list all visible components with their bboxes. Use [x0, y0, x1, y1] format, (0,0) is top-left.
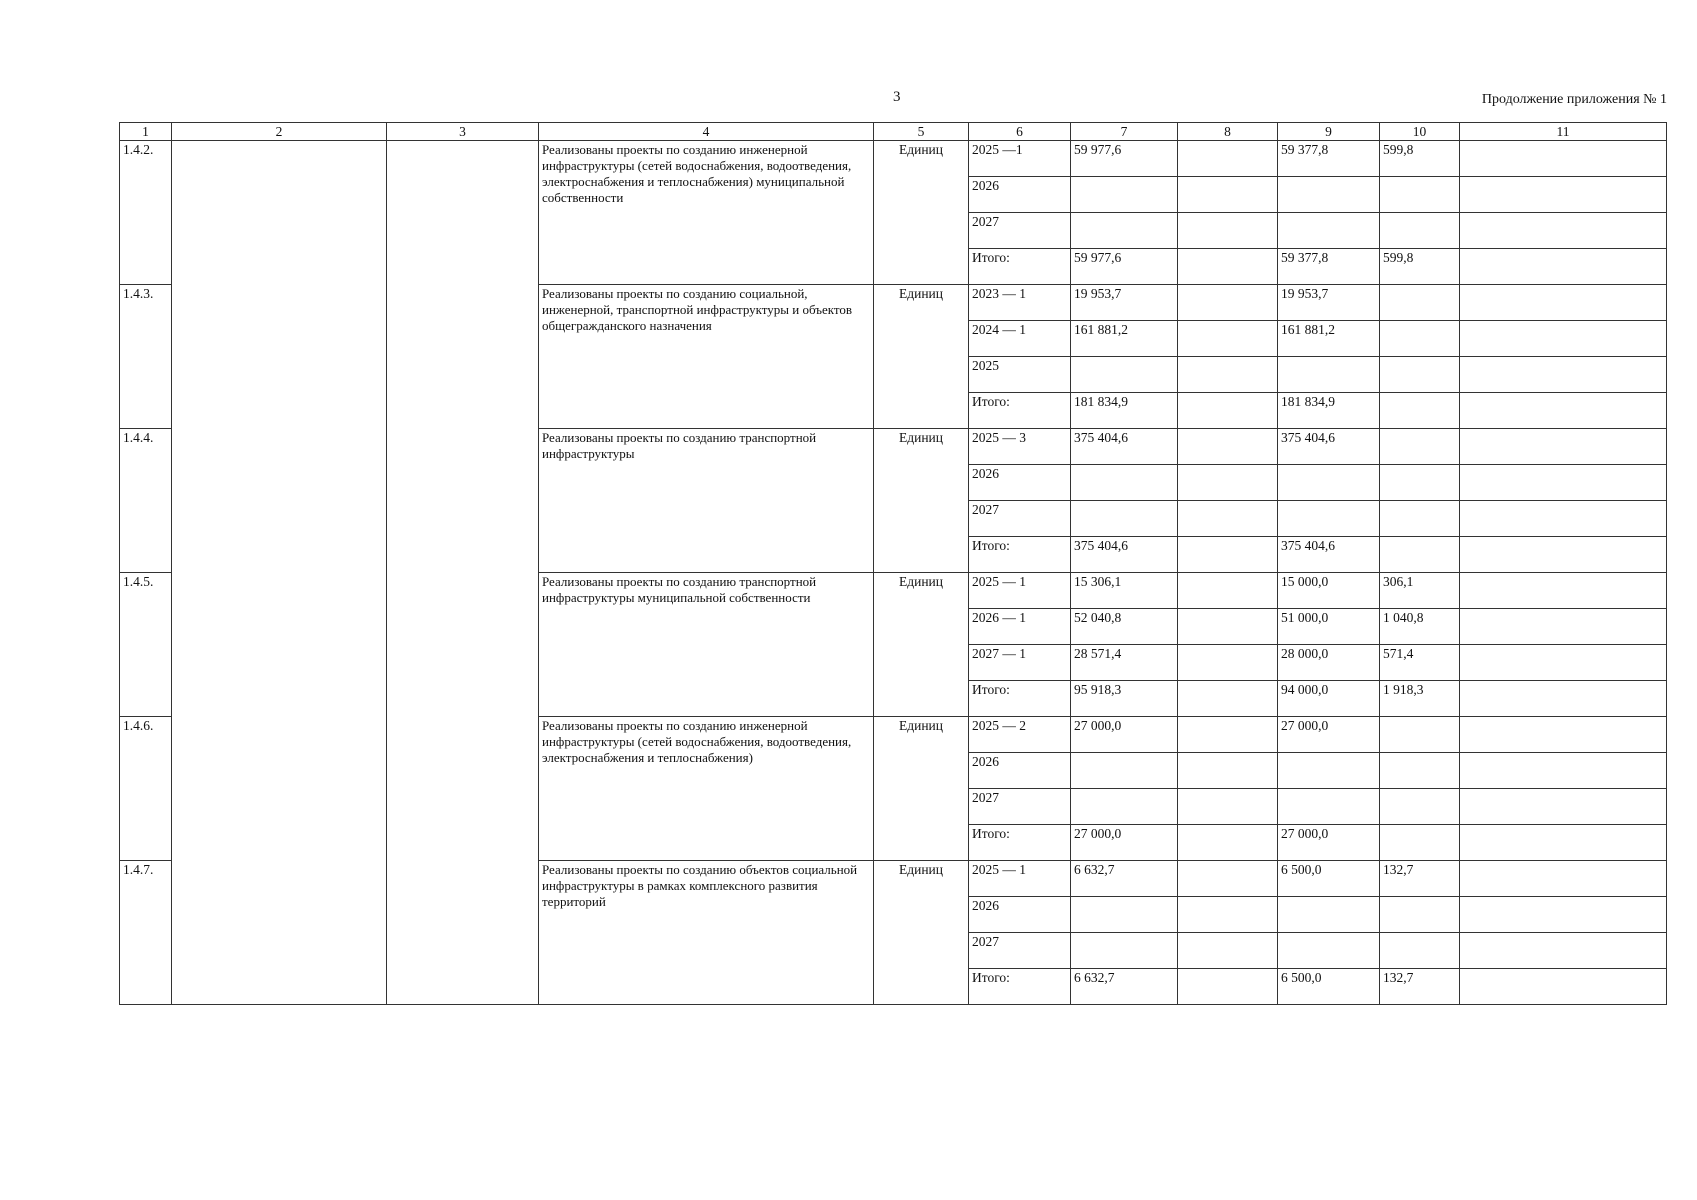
- row-code: 1.4.5.: [120, 573, 172, 717]
- value-col8-cell: [1178, 465, 1278, 501]
- column-header: 4: [539, 123, 874, 141]
- value-col11-cell: [1460, 573, 1667, 609]
- value-col8-cell: [1178, 969, 1278, 1005]
- year-cell: 2026: [969, 753, 1071, 789]
- value-col7-cell: 15 306,1: [1071, 573, 1178, 609]
- value-col7-cell: [1071, 465, 1178, 501]
- row-unit: Единиц: [874, 717, 969, 861]
- value-col9-cell: [1278, 213, 1380, 249]
- column-header: 8: [1178, 123, 1278, 141]
- value-col10-cell: 1 918,3: [1380, 681, 1460, 717]
- value-col11-cell: [1460, 645, 1667, 681]
- year-cell: Итого:: [969, 681, 1071, 717]
- column-header: 9: [1278, 123, 1380, 141]
- year-cell: 2026 — 1: [969, 609, 1071, 645]
- value-col9-cell: 59 377,8: [1278, 249, 1380, 285]
- value-col8-cell: [1178, 645, 1278, 681]
- value-col9-cell: 375 404,6: [1278, 429, 1380, 465]
- continuation-label: Продолжение приложения № 1: [1481, 92, 1667, 107]
- value-col8-cell: [1178, 573, 1278, 609]
- value-col7-cell: 27 000,0: [1071, 825, 1178, 861]
- value-col11-cell: [1460, 249, 1667, 285]
- row-description: Реализованы проекты по созданию социальной, инженерной, транспортной инфраструктуры и объектов общегражданского назначения: [539, 285, 874, 429]
- year-cell: Итого:: [969, 825, 1071, 861]
- value-col8-cell: [1178, 177, 1278, 213]
- value-col9-cell: 181 834,9: [1278, 393, 1380, 429]
- year-cell: Итого:: [969, 249, 1071, 285]
- value-col11-cell: [1460, 897, 1667, 933]
- value-col8-cell: [1178, 321, 1278, 357]
- year-cell: Итого:: [969, 969, 1071, 1005]
- value-col9-cell: 19 953,7: [1278, 285, 1380, 321]
- value-col11-cell: [1460, 393, 1667, 429]
- value-col8-cell: [1178, 357, 1278, 393]
- value-col9-cell: 15 000,0: [1278, 573, 1380, 609]
- value-col7-cell: 6 632,7: [1071, 969, 1178, 1005]
- column-header: 1: [120, 123, 172, 141]
- column-header: 7: [1071, 123, 1178, 141]
- value-col10-cell: [1380, 285, 1460, 321]
- year-cell: 2025 — 1: [969, 861, 1071, 897]
- value-col11-cell: [1460, 681, 1667, 717]
- value-col8-cell: [1178, 429, 1278, 465]
- value-col8-cell: [1178, 861, 1278, 897]
- year-cell: Итого:: [969, 393, 1071, 429]
- value-col11-cell: [1460, 789, 1667, 825]
- value-col7-cell: 59 977,6: [1071, 141, 1178, 177]
- row-description: Реализованы проекты по созданию инженерной инфраструктуры (сетей водоснабжения, водоотведения, электроснабжения и теплоснабжения) муниципальной собственности: [539, 141, 874, 285]
- value-col7-cell: [1071, 897, 1178, 933]
- value-col10-cell: [1380, 753, 1460, 789]
- value-col9-cell: [1278, 897, 1380, 933]
- value-col11-cell: [1460, 609, 1667, 645]
- value-col11-cell: [1460, 285, 1667, 321]
- value-col10-cell: [1380, 393, 1460, 429]
- value-col8-cell: [1178, 825, 1278, 861]
- value-col10-cell: [1380, 897, 1460, 933]
- year-cell: 2026: [969, 465, 1071, 501]
- value-col7-cell: 161 881,2: [1071, 321, 1178, 357]
- year-cell: 2023 — 1: [969, 285, 1071, 321]
- row-unit: Единиц: [874, 429, 969, 573]
- value-col7-cell: [1071, 501, 1178, 537]
- value-col7-cell: [1071, 357, 1178, 393]
- value-col9-cell: 375 404,6: [1278, 537, 1380, 573]
- value-col8-cell: [1178, 249, 1278, 285]
- value-col11-cell: [1460, 321, 1667, 357]
- table-row: [120, 141, 1667, 177]
- value-col11-cell: [1460, 141, 1667, 177]
- value-col8-cell: [1178, 141, 1278, 177]
- value-col10-cell: [1380, 789, 1460, 825]
- value-col11-cell: [1460, 465, 1667, 501]
- value-col7-cell: 375 404,6: [1071, 537, 1178, 573]
- value-col10-cell: 599,8: [1380, 249, 1460, 285]
- column-header: 2: [172, 123, 387, 141]
- row-code: 1.4.4.: [120, 429, 172, 573]
- value-col9-cell: [1278, 501, 1380, 537]
- value-col8-cell: [1178, 897, 1278, 933]
- value-col8-cell: [1178, 285, 1278, 321]
- year-cell: 2026: [969, 177, 1071, 213]
- column-header: 6: [969, 123, 1071, 141]
- value-col7-cell: [1071, 933, 1178, 969]
- value-col10-cell: [1380, 717, 1460, 753]
- value-col11-cell: [1460, 177, 1667, 213]
- value-col9-cell: 6 500,0: [1278, 861, 1380, 897]
- value-col10-cell: 1 040,8: [1380, 609, 1460, 645]
- value-col7-cell: 52 040,8: [1071, 609, 1178, 645]
- value-col10-cell: [1380, 213, 1460, 249]
- row-unit: Единиц: [874, 141, 969, 285]
- year-cell: Итого:: [969, 537, 1071, 573]
- value-col9-cell: 6 500,0: [1278, 969, 1380, 1005]
- row-code: 1.4.6.: [120, 717, 172, 861]
- value-col10-cell: [1380, 465, 1460, 501]
- value-col9-cell: [1278, 177, 1380, 213]
- value-col7-cell: [1071, 213, 1178, 249]
- value-col11-cell: [1460, 933, 1667, 969]
- value-col10-cell: [1380, 357, 1460, 393]
- row-unit: Единиц: [874, 285, 969, 429]
- row-unit: Единиц: [874, 861, 969, 1005]
- value-col7-cell: 95 918,3: [1071, 681, 1178, 717]
- value-col10-cell: 132,7: [1380, 861, 1460, 897]
- row-unit: Единиц: [874, 573, 969, 717]
- value-col7-cell: 375 404,6: [1071, 429, 1178, 465]
- row-code: 1.4.2.: [120, 141, 172, 285]
- value-col7-cell: 6 632,7: [1071, 861, 1178, 897]
- value-col7-cell: 28 571,4: [1071, 645, 1178, 681]
- value-col10-cell: 132,7: [1380, 969, 1460, 1005]
- value-col11-cell: [1460, 717, 1667, 753]
- year-cell: 2024 — 1: [969, 321, 1071, 357]
- year-cell: 2025 —1: [969, 141, 1071, 177]
- page-number: 3: [893, 89, 901, 105]
- value-col8-cell: [1178, 213, 1278, 249]
- value-col11-cell: [1460, 501, 1667, 537]
- year-cell: 2025 — 2: [969, 717, 1071, 753]
- value-col8-cell: [1178, 933, 1278, 969]
- value-col10-cell: [1380, 177, 1460, 213]
- value-col8-cell: [1178, 537, 1278, 573]
- year-cell: 2027: [969, 933, 1071, 969]
- value-col7-cell: [1071, 753, 1178, 789]
- row-code: 1.4.3.: [120, 285, 172, 429]
- value-col10-cell: 571,4: [1380, 645, 1460, 681]
- value-col11-cell: [1460, 213, 1667, 249]
- appendix-table: [119, 122, 1667, 1005]
- column-2-cell: [172, 141, 387, 1005]
- value-col9-cell: 94 000,0: [1278, 681, 1380, 717]
- value-col11-cell: [1460, 969, 1667, 1005]
- value-col10-cell: [1380, 321, 1460, 357]
- value-col10-cell: [1380, 933, 1460, 969]
- year-cell: 2025 — 3: [969, 429, 1071, 465]
- value-col8-cell: [1178, 501, 1278, 537]
- value-col10-cell: 599,8: [1380, 141, 1460, 177]
- value-col9-cell: [1278, 465, 1380, 501]
- row-description: Реализованы проекты по созданию объектов социальной инфраструктуры в рамках комплексного развития территорий: [539, 861, 874, 1005]
- value-col7-cell: 19 953,7: [1071, 285, 1178, 321]
- row-code: 1.4.7.: [120, 861, 172, 1005]
- row-description: Реализованы проекты по созданию транспортной инфраструктуры муниципальной собственности: [539, 573, 874, 717]
- column-header: 5: [874, 123, 969, 141]
- value-col9-cell: 28 000,0: [1278, 645, 1380, 681]
- value-col11-cell: [1460, 825, 1667, 861]
- column-header: 10: [1380, 123, 1460, 141]
- value-col7-cell: 181 834,9: [1071, 393, 1178, 429]
- year-cell: 2025 — 1: [969, 573, 1071, 609]
- value-col9-cell: 161 881,2: [1278, 321, 1380, 357]
- value-col8-cell: [1178, 789, 1278, 825]
- column-number-row: [120, 123, 1667, 141]
- value-col9-cell: [1278, 933, 1380, 969]
- value-col10-cell: [1380, 501, 1460, 537]
- value-col11-cell: [1460, 753, 1667, 789]
- value-col7-cell: 27 000,0: [1071, 717, 1178, 753]
- value-col8-cell: [1178, 681, 1278, 717]
- value-col11-cell: [1460, 861, 1667, 897]
- value-col9-cell: [1278, 789, 1380, 825]
- year-cell: 2027 — 1: [969, 645, 1071, 681]
- value-col8-cell: [1178, 753, 1278, 789]
- value-col10-cell: [1380, 537, 1460, 573]
- value-col9-cell: [1278, 753, 1380, 789]
- value-col11-cell: [1460, 537, 1667, 573]
- year-cell: 2027: [969, 789, 1071, 825]
- value-col9-cell: [1278, 357, 1380, 393]
- row-description: Реализованы проекты по созданию инженерной инфраструктуры (сетей водоснабжения, водоотведения, электроснабжения и теплоснабжения): [539, 717, 874, 861]
- value-col11-cell: [1460, 357, 1667, 393]
- column-header: 11: [1460, 123, 1667, 141]
- value-col10-cell: [1380, 825, 1460, 861]
- column-3-cell: [387, 141, 539, 1005]
- year-cell: 2027: [969, 213, 1071, 249]
- year-cell: 2025: [969, 357, 1071, 393]
- value-col7-cell: [1071, 789, 1178, 825]
- value-col9-cell: 59 377,8: [1278, 141, 1380, 177]
- value-col9-cell: 51 000,0: [1278, 609, 1380, 645]
- value-col8-cell: [1178, 717, 1278, 753]
- value-col7-cell: [1071, 177, 1178, 213]
- value-col9-cell: 27 000,0: [1278, 717, 1380, 753]
- value-col11-cell: [1460, 429, 1667, 465]
- value-col8-cell: [1178, 393, 1278, 429]
- value-col9-cell: 27 000,0: [1278, 825, 1380, 861]
- year-cell: 2027: [969, 501, 1071, 537]
- value-col8-cell: [1178, 609, 1278, 645]
- row-description: Реализованы проекты по созданию транспортной инфраструктуры: [539, 429, 874, 573]
- value-col7-cell: 59 977,6: [1071, 249, 1178, 285]
- value-col10-cell: [1380, 429, 1460, 465]
- value-col10-cell: 306,1: [1380, 573, 1460, 609]
- column-header: 3: [387, 123, 539, 141]
- year-cell: 2026: [969, 897, 1071, 933]
